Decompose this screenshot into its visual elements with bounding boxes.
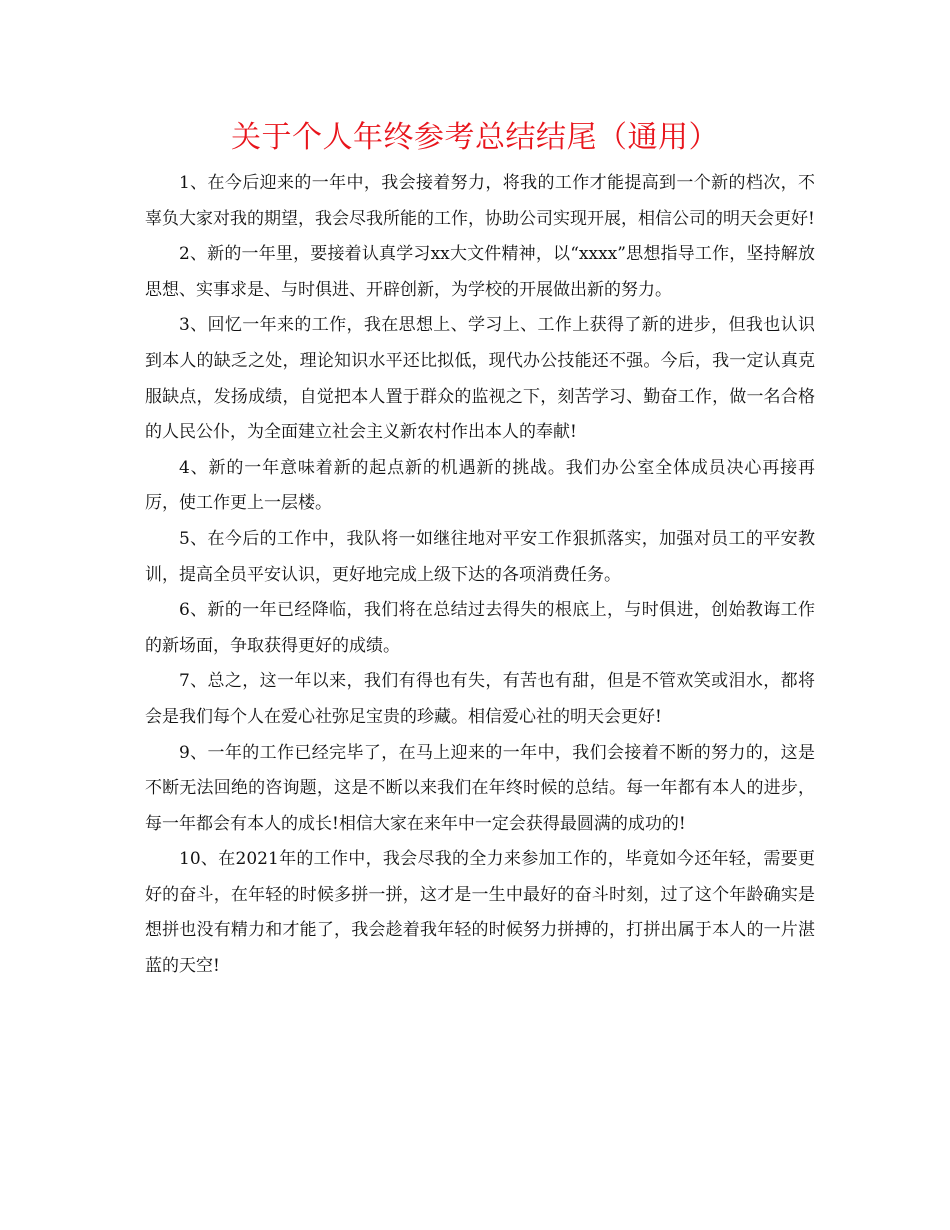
paragraph-5: 5、在今后的工作中，我队将一如继往地对平安工作狠抓落实，加强对员工的平安教训，提高全员平安认识，更好地完成上级下达的各项消费任务。 — [145, 528, 815, 585]
paragraph-3: 3、回忆一年来的工作，我在思想上、学习上、工作上获得了新的进步，但我也认识到本人的缺乏之处，理论知识水平还比拟低，现代办公技能还不强。今后，我一定认真克服缺点，发扬成绩，自觉把本人置于群众的监视之下，刻苦学习、勤奋工作，做一名合格的人民公仆，为全面建立社会主义新农村作出本人的奉献! — [145, 315, 815, 443]
paragraph-9: 9、一年的工作已经完毕了，在马上迎来的一年中，我们会接着不断的努力的，这是不断无法回绝的咨询题，这是不断以来我们在年终时候的总结。每一年都有本人的进步，每一年都会有本人的成长!相信大家在来年中一定会获得最圆满的成功的! — [145, 742, 815, 834]
paragraph-4: 4、新的一年意味着新的起点新的机遇新的挑战。我们办公室全体成员决心再接再厉，使工作更上一层楼。 — [145, 457, 815, 514]
document-title: 关于个人年终参考总结结尾（通用） — [231, 120, 719, 155]
paragraph-7: 7、总之，这一年以来，我们有得也有失，有苦也有甜，但是不管欢笑或泪水，都将会是我们每个人在爱心社弥足宝贵的珍藏。相信爱心社的明天会更好! — [145, 671, 815, 727]
document-body — [145, 166, 815, 985]
paragraph-1: 1、在今后迎来的一年中，我会接着努力，将我的工作才能提高到一个新的档次，不辜负大家对我的期望，我会尽我所能的工作，协助公司实现开展，相信公司的明天会更好! — [145, 173, 815, 229]
paragraph-6: 6、新的一年已经降临，我们将在总结过去得失的根底上，与时俱进，创始教诲工作的新场面，争取获得更好的成绩。 — [145, 600, 815, 656]
paragraph-2: 2、新的一年里，要接着认真学习xx大文件精神，以“xxxx”思想指导工作，坚持解放思想、实事求是、与时俱进、开辟创新，为学校的开展做出新的努力。 — [145, 244, 815, 300]
paragraph-10: 10、在2021年的工作中，我会尽我的全力来参加工作的，毕竟如今还年轻，需要更好的奋斗，在年轻的时候多拼一拼，这才是一生中最好的奋斗时刻，过了这个年龄确实是想拼也没有精力和才能了，我会趁着我年轻的时候努力拼搏的，打拼出属于本人的一片湛蓝的天空! — [145, 849, 815, 977]
